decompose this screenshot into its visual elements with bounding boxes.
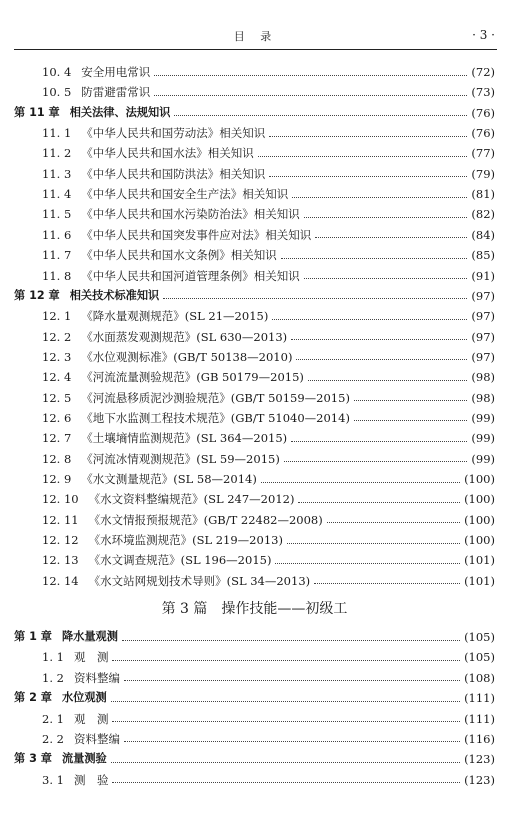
entry-page-number: (97) xyxy=(471,309,495,324)
dot-leader xyxy=(124,680,460,681)
entry-page-number: (91) xyxy=(471,268,495,283)
entry-page-number: (111) xyxy=(464,691,495,706)
entry-number: 11. 2 xyxy=(42,146,72,161)
entry-page-number: (116) xyxy=(464,731,495,746)
toc-section-entry[interactable] xyxy=(14,489,495,509)
entry-title: 《河流悬移质泥沙测验规范》(GB/T 50159—2015) xyxy=(81,390,350,405)
entry-page-number: (100) xyxy=(464,512,495,527)
entry-title: 观 测 xyxy=(73,711,109,726)
dot-leader xyxy=(308,380,468,381)
toc-chapter-entry[interactable] xyxy=(14,103,495,123)
entry-title: 《中华人民共和国水法》相关知识 xyxy=(81,146,254,161)
dot-leader xyxy=(291,339,467,340)
entry-number: 第 1 章 xyxy=(14,630,52,644)
entry-page-number: (111) xyxy=(464,711,495,726)
entry-title: 流量测验 xyxy=(61,752,107,766)
toc-section-entry[interactable] xyxy=(14,82,495,102)
toc-section-entry[interactable] xyxy=(14,143,495,163)
entry-page-number: (97) xyxy=(471,288,495,303)
entry-number: 12. 6 xyxy=(42,410,72,425)
entry-number: 11. 5 xyxy=(42,207,72,222)
dot-leader xyxy=(261,482,460,483)
toc-section-entry[interactable] xyxy=(14,668,495,688)
entry-title: 安全用电常识 xyxy=(81,65,151,79)
entry-number: 12. 1 xyxy=(42,309,72,324)
entry-page-number: (73) xyxy=(471,85,495,100)
dot-leader xyxy=(281,258,468,259)
entry-title: 资料整编 xyxy=(73,670,120,685)
dot-leader xyxy=(154,95,467,96)
toc-section-entry[interactable] xyxy=(14,306,495,326)
entry-number: 12. 7 xyxy=(42,431,72,446)
toc-section-entry[interactable] xyxy=(14,266,495,286)
entry-page-number: (76) xyxy=(471,126,495,141)
entry-page-number: (105) xyxy=(464,650,495,665)
entry-title: 《水位观测标准》(GB/T 50138—2010) xyxy=(81,349,293,364)
page-number: · 3 · xyxy=(472,28,495,42)
entry-number: 11. 3 xyxy=(42,166,72,181)
entry-number: 1. 1 xyxy=(42,650,64,665)
dot-leader xyxy=(275,563,460,564)
entry-number: 11. 6 xyxy=(42,227,72,242)
entry-title: 《水文调查规范》(SL 196—2015) xyxy=(88,553,272,568)
entry-page-number: (100) xyxy=(464,533,495,548)
dot-leader xyxy=(314,583,460,584)
entry-number: 2. 2 xyxy=(42,731,64,746)
toc-section-entry[interactable] xyxy=(14,184,495,204)
entry-page-number: (98) xyxy=(471,390,495,405)
part-heading: 第 3 篇 操作技能——初级工 xyxy=(161,601,348,618)
dot-leader xyxy=(124,741,460,742)
entry-title: 《中华人民共和国水污染防治法》相关知识 xyxy=(81,207,300,222)
entry-number: 12. 9 xyxy=(42,472,72,486)
entry-title: 《水面蒸发观测规范》(SL 630—2013) xyxy=(81,329,288,344)
toc-section-entry[interactable] xyxy=(14,408,495,428)
toc-section-entry[interactable] xyxy=(14,225,495,245)
entry-number: 10. 5 xyxy=(42,85,72,100)
dot-leader xyxy=(269,176,467,177)
entry-title: 《降水量观测规范》(SL 21—2015) xyxy=(81,309,269,324)
entry-title: 《水环境监测规范》(SL 219—2013) xyxy=(88,533,283,548)
toc-section-entry[interactable] xyxy=(14,550,495,570)
dot-leader xyxy=(111,762,460,763)
entry-title: 《中华人民共和国突发事件应对法》相关知识 xyxy=(81,227,312,242)
entry-title: 《水文资料整编规范》(SL 247—2012) xyxy=(88,492,295,507)
entry-title: 《河流流量测验规范》(GB 50179—2015) xyxy=(81,370,304,385)
entry-page-number: (105) xyxy=(464,630,495,645)
entry-page-number: (123) xyxy=(464,772,495,787)
toc-section-entry[interactable] xyxy=(14,62,495,82)
entry-title: 《中华人民共和国安全生产法》相关知识 xyxy=(81,187,289,202)
dot-leader xyxy=(296,359,467,360)
entry-title: 《地下水监测工程技术规范》(GB/T 51040—2014) xyxy=(81,410,350,425)
entry-page-number: (100) xyxy=(464,472,495,486)
entry-number: 12. 13 xyxy=(42,553,79,568)
header-rule xyxy=(14,49,497,50)
entry-title: 《河流冰情观测规范》(SL 59—2015) xyxy=(81,451,280,466)
toc-section-entry[interactable] xyxy=(14,327,495,347)
entry-title: 资料整编 xyxy=(73,731,120,746)
entry-page-number: (79) xyxy=(471,166,495,181)
toc-section-entry[interactable] xyxy=(14,449,495,469)
entry-page-number: (108) xyxy=(464,670,495,685)
entry-title: 《中华人民共和国水文条例》相关知识 xyxy=(81,248,277,263)
dot-leader xyxy=(154,75,467,76)
toc-section-entry[interactable] xyxy=(14,123,495,143)
entry-page-number: (99) xyxy=(471,410,495,425)
toc-section-entry[interactable] xyxy=(14,204,495,224)
dot-leader xyxy=(122,640,460,641)
entry-number: 1. 2 xyxy=(42,670,64,685)
entry-number: 12. 2 xyxy=(42,329,72,344)
entry-number: 12. 8 xyxy=(42,451,72,466)
toc-section-entry[interactable] xyxy=(14,770,495,790)
toc-section-entry[interactable] xyxy=(14,245,495,265)
dot-leader xyxy=(354,420,467,421)
dot-leader xyxy=(304,217,468,218)
entry-page-number: (101) xyxy=(464,573,495,588)
entry-number: 10. 4 xyxy=(42,65,72,79)
dot-leader xyxy=(292,197,467,198)
toc-chapter-entry[interactable] xyxy=(14,749,495,769)
toc-section-entry[interactable] xyxy=(14,164,495,184)
entry-title: 《水文站网规划技术导则》(SL 34—2013) xyxy=(88,573,311,588)
dot-leader xyxy=(112,782,460,783)
entry-page-number: (97) xyxy=(471,329,495,344)
entry-number: 11. 7 xyxy=(42,248,72,263)
dot-leader xyxy=(315,237,467,238)
dot-leader xyxy=(291,441,467,442)
dot-leader xyxy=(284,461,468,462)
entry-number: 11. 1 xyxy=(42,126,72,141)
entry-number: 12. 5 xyxy=(42,390,72,405)
entry-number: 3. 1 xyxy=(42,772,64,787)
entry-title: 《水文情报预报规范》(GB/T 22482—2008) xyxy=(88,512,323,527)
entry-page-number: (85) xyxy=(471,248,495,263)
toc-section-entry[interactable] xyxy=(14,510,495,530)
entry-number: 第 12 章 xyxy=(14,288,60,302)
toc-chapter-entry[interactable] xyxy=(14,688,495,708)
toc-section-entry[interactable] xyxy=(14,729,495,749)
entry-page-number: (76) xyxy=(471,105,495,120)
entry-page-number: (99) xyxy=(471,451,495,466)
entry-page-number: (98) xyxy=(471,370,495,385)
dot-leader xyxy=(304,278,468,279)
entry-title: 相关技术标准知识 xyxy=(69,288,160,302)
entry-title: 测 验 xyxy=(73,772,109,787)
toc-section-entry[interactable] xyxy=(14,530,495,550)
entry-page-number: (72) xyxy=(471,65,495,79)
entry-number: 11. 4 xyxy=(42,187,72,202)
entry-title: 观 测 xyxy=(73,650,109,665)
toc-section-entry[interactable] xyxy=(14,571,495,591)
dot-leader xyxy=(258,156,468,157)
entry-number: 11. 8 xyxy=(42,268,72,283)
entry-number: 12. 14 xyxy=(42,573,79,588)
dot-leader xyxy=(272,319,467,320)
dot-leader xyxy=(174,115,467,116)
dot-leader xyxy=(112,721,460,722)
entry-title: 防雷避雷常识 xyxy=(81,85,151,100)
entry-number: 第 11 章 xyxy=(14,105,60,119)
entry-number: 第 2 章 xyxy=(14,691,52,705)
entry-title: 相关法律、法规知识 xyxy=(69,105,171,119)
entry-page-number: (97) xyxy=(471,349,495,364)
dot-leader xyxy=(163,298,467,299)
entry-title: 《中华人民共和国防洪法》相关知识 xyxy=(81,166,266,181)
dot-leader xyxy=(287,543,460,544)
toc-section-entry[interactable] xyxy=(14,388,495,408)
dot-leader xyxy=(111,701,460,702)
toc-section-entry[interactable] xyxy=(14,647,495,667)
dot-leader xyxy=(298,502,460,503)
entry-title: 《水文测量规范》(SL 58—2014) xyxy=(81,472,257,486)
entry-number: 12. 3 xyxy=(42,349,72,364)
entry-page-number: (84) xyxy=(471,227,495,242)
header-title: 目 录 xyxy=(233,30,278,43)
entry-page-number: (101) xyxy=(464,553,495,568)
entry-number: 12. 11 xyxy=(42,512,79,527)
entry-number: 12. 4 xyxy=(42,370,72,385)
toc-section-entry[interactable] xyxy=(14,709,495,729)
toc-chapter-entry[interactable] xyxy=(14,627,495,647)
toc-chapter-entry[interactable] xyxy=(14,286,495,306)
dot-leader xyxy=(327,522,460,523)
toc-section-entry[interactable] xyxy=(14,428,495,448)
entry-page-number: (123) xyxy=(464,752,495,767)
entry-page-number: (100) xyxy=(464,492,495,507)
entry-number: 2. 1 xyxy=(42,711,64,726)
toc-section-entry[interactable] xyxy=(14,469,495,489)
dot-leader xyxy=(354,400,467,401)
entry-title: 《中华人民共和国河道管理条例》相关知识 xyxy=(81,268,300,283)
page-header xyxy=(14,26,497,46)
entry-title: 降水量观测 xyxy=(61,630,118,644)
entry-page-number: (81) xyxy=(471,187,495,202)
toc-section-entry[interactable] xyxy=(14,347,495,367)
entry-number: 12. 12 xyxy=(42,533,79,548)
entry-title: 水位观测 xyxy=(61,691,107,705)
entry-number: 12. 10 xyxy=(42,492,79,507)
entry-page-number: (99) xyxy=(471,431,495,446)
entry-number: 第 3 章 xyxy=(14,752,52,766)
entry-title: 《土壤墒情监测规范》(SL 364—2015) xyxy=(81,431,288,446)
entry-page-number: (82) xyxy=(471,207,495,222)
toc-section-entry[interactable] xyxy=(14,367,495,387)
entry-page-number: (77) xyxy=(471,146,495,161)
dot-leader xyxy=(112,660,460,661)
dot-leader xyxy=(269,136,467,137)
entry-title: 《中华人民共和国劳动法》相关知识 xyxy=(81,126,266,141)
